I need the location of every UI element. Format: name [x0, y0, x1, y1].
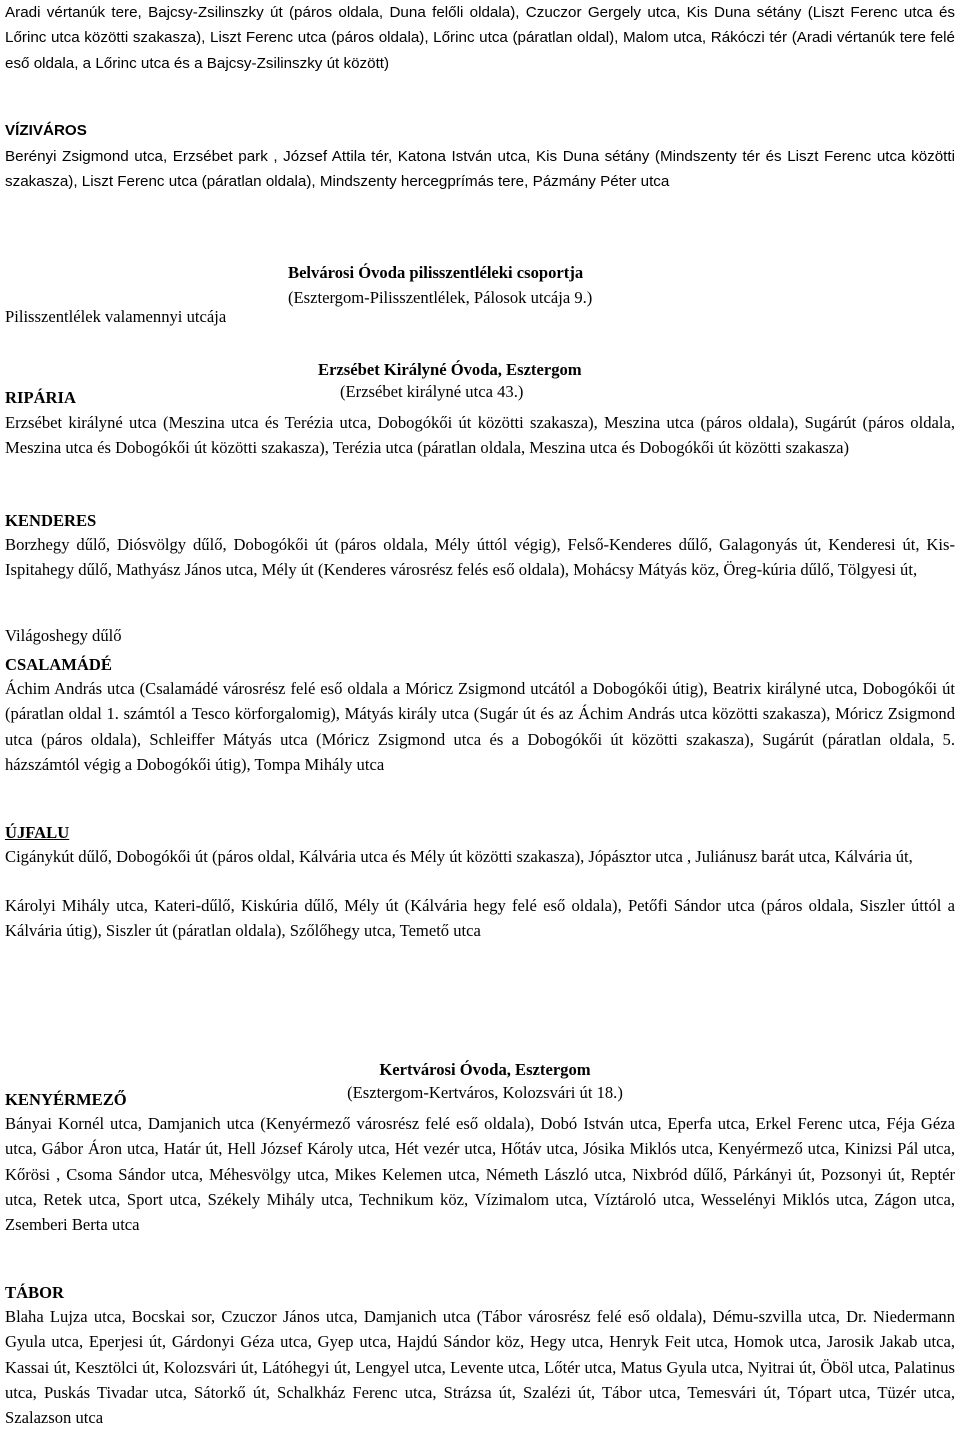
street-list-kenderes-last: Világoshegy dűlő: [5, 625, 122, 645]
street-list-viziváros: Berényi Zsigmond utca, Erzsébet park , József Attila tér, Katona István utca, Kis Duna sétány (Mindszenty tér és Liszt Ferenc utca közötti szakasza), Liszt Ferenc utca (páratlan oldala), Mindszenty hercegprímás tere, Pázmány Péter utca: [5, 148, 955, 191]
kindergarten-address-belvarosi: (Esztergom-Pilisszentlélek, Pálosok utcája 9.): [288, 287, 593, 307]
street-list-belvaros-cont: Aradi vértanúk tere, Bajcsy-Zsilinszky út (páros oldala, Duna felőli oldala), Czuczor Gergely utca, Kis Duna sétány (Liszt Ferenc utca és Lőrinc utca közötti szakasza), Liszt Ferenc utca (páros oldala), Lőrinc utca (páratlan oldal), Malom utca, Rákóczi tér (Aradi vértanúk tere felé eső oldala, a Lőrinc utca és a Bajcsy-Zsilinszky út között): [5, 4, 955, 72]
kindergarten-address-erzsebet: (Erzsébet királyné utca 43.): [340, 381, 524, 401]
kindergarten-title-kertvarosi: Kertvárosi Óvoda, Esztergom: [379, 1059, 591, 1079]
street-list-riparia: Erzsébet királyné utca (Meszina utca és Terézia utca, Dobogókői út közötti szakasza), Meszina utca (páros oldala), Sugárút (páros oldala, Meszina utca és Dobogókői út közötti szakasza), Terézia utca (páratlan oldala, Meszina utca és Dobogókői út közötti szakasza): [5, 413, 955, 458]
heading-riparia: RIPÁRIA: [5, 388, 76, 407]
kindergarten-title-belvarosi: Belvárosi Óvoda pilisszentléleki csoportja: [288, 262, 584, 282]
street-list-ujfalu-2: Károlyi Mihály utca, Kateri-dűlő, Kiskúria dűlő, Mély út (Kálvária hegy felé eső oldala), Petőfi Sándor utca (páros oldala, Siszler úttól a Kálvária útig), Siszler út (páratlan oldala), Szőlőhegy utca, Temető utca: [5, 896, 955, 941]
kindergarten-title-erzsebet: Erzsébet Királyné Óvoda, Esztergom: [318, 359, 582, 379]
heading-ujfalu: ÚJFALU: [5, 823, 70, 842]
heading-csalamade: CSALAMÁDÉ: [5, 655, 112, 674]
street-list-kenderes: Borzhegy dűlő, Diósvölgy dűlő, Dobogókői út (páros oldala, Mély úttól végig), Felső-Kenderes dűlő, Galagonyás út, Kenderesi út, Kis-Ispitahegy dűlő, Mathyász János utca, Mély út (Kenderes városrész felés eső oldala), Mohácsy Mátyás köz, Öreg-kúria dűlő, Tölgyesi út,: [5, 535, 955, 580]
street-list-kenyermezo: Bányai Kornél utca, Damjanich utca (Kenyérmező városrész felé eső oldala), Dobó István utca, Eperfa utca, Erkel Ferenc utca, Féja Géza utca, Gábor Áron utca, Határ út, Hell József Károly utca, Hét vezér utca, Hőtáv utca, Jósika Miklós utca, Kenyérmező utca, Kinizsi Pál utca, Kőrösi , Csoma Sándor utca, Méhesvölgy utca, Mikes Kelemen utca, Németh László utca, Nixbród dűlő, Párkányi út, Pozsonyi út, Reptér utca, Retek utca, Sport utca, Székely Mihály utca, Technikum köz, Vízimalom utca, Víztároló utca, Wesselényi Miklós utca, Zágon utca, Zsemberi Berta utca: [5, 1114, 955, 1235]
heading-tabor: TÁBOR: [5, 1283, 65, 1302]
street-list-pilisszentlelek: Pilisszentlélek valamennyi utcája: [5, 306, 227, 326]
kindergarten-address-kertvarosi: (Esztergom-Kertváros, Kolozsvári út 18.): [347, 1082, 623, 1102]
street-list-ujfalu-1: Cigánykút dűlő, Dobogókői út (páros oldal, Kálvária utca és Mély út közötti szakasza), Jópásztor utca , Juliánusz barát utca, Kálvária út,: [5, 847, 913, 866]
heading-kenyermezo: KENYÉRMEZŐ: [5, 1090, 127, 1109]
street-list-tabor: Blaha Lujza utca, Bocskai sor, Czuczor János utca, Damjanich utca (Tábor városrész felé eső oldala), Dému-szvilla utca, Dr. Niedermann Gyula utca, Eperjesi út, Gárdonyi Géza utca, Gyep utca, Hajdú Sándor köz, Hegy utca, Henryk Feit utca, Homok utca, Jarosik Jakab utca, Kassai út, Kesztölci út, Kolozsvári út, Látóhegyi út, Lengyel utca, Levente utca, Lőtér utca, Matus Gyula utca, Nyitrai út, Öböl utca, Palatinus utca, Puskás Tivadar utca, Sátorkő út, Schalkház Ferenc utca, Strázsa út, Szalézi út, Tábor utca, Temesvári út, Tópart utca, Tüzér utca, Szalazson utca: [5, 1307, 955, 1428]
heading-kenderes: KENDERES: [5, 511, 97, 530]
street-list-csalamade: Áchim András utca (Csalamádé városrész felé eső oldala a Móricz Zsigmond utcától a Dobogókői útig), Beatrix királyné utca, Dobogókői út (páratlan oldal 1. számtól a Tesco körforgalomig), Mátyás király utca (Sugár út és az Áchim András utca közötti szakasza), Móricz Zsigmond utca (páros oldala), Schleiffer Mátyás utca (Móricz Zsigmond utca és a Dobogókői út közötti szakasza), Sugárút (páratlan oldala, 5. házszámtól végig a Dobogókői útig), Tompa Mihály utca: [5, 679, 955, 774]
heading-viziváros: VÍZIVÁROS: [5, 122, 87, 139]
